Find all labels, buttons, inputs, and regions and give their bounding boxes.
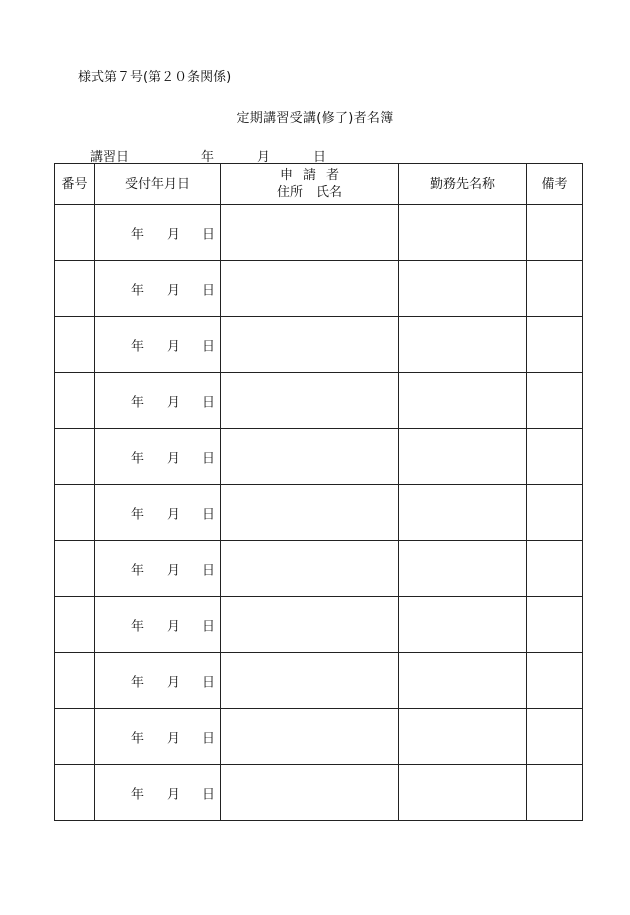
- remarks-cell[interactable]: [527, 261, 583, 317]
- form-title: 定期講習受講(修了)者名簿: [236, 111, 394, 126]
- table-row: [55, 373, 583, 429]
- lecture-date-month-label: 月: [257, 150, 271, 165]
- table-row: [55, 205, 583, 261]
- table-header-row: [55, 164, 583, 205]
- reception-date-cell[interactable]: [95, 541, 221, 597]
- workplace-cell[interactable]: [399, 597, 527, 653]
- date-year-label: 年: [131, 563, 145, 578]
- workplace-cell[interactable]: [399, 709, 527, 765]
- column-header-remarks: 備考: [527, 164, 583, 205]
- workplace-cell[interactable]: [399, 485, 527, 541]
- applicant-cell[interactable]: [221, 317, 399, 373]
- applicant-cell[interactable]: [221, 709, 399, 765]
- date-year-label: 年: [131, 787, 145, 802]
- reception-date-cell[interactable]: [95, 597, 221, 653]
- date-day-label: 日: [202, 619, 216, 634]
- reception-date-cell[interactable]: [95, 373, 221, 429]
- table-row: [55, 541, 583, 597]
- date-month-label: 月: [167, 507, 181, 522]
- lecture-date-day-label: 日: [313, 150, 327, 165]
- date-month-label: 月: [167, 675, 181, 690]
- date-day-label: 日: [202, 227, 216, 242]
- workplace-cell[interactable]: [399, 317, 527, 373]
- lecture-date-year-label: 年: [201, 150, 215, 165]
- applicant-cell[interactable]: [221, 765, 399, 821]
- date-year-label: 年: [131, 731, 145, 746]
- number-cell[interactable]: [55, 205, 95, 261]
- number-cell[interactable]: [55, 597, 95, 653]
- lecture-date-line: [90, 146, 350, 164]
- number-cell[interactable]: [55, 373, 95, 429]
- column-header-workplace: 勤務先名称: [399, 164, 527, 205]
- date-month-label: 月: [167, 339, 181, 354]
- applicant-header-line1: 申請者: [279, 168, 349, 183]
- date-day-label: 日: [202, 675, 216, 690]
- date-day-label: 日: [202, 283, 216, 298]
- date-year-label: 年: [131, 283, 145, 298]
- table-row: [55, 317, 583, 373]
- date-year-label: 年: [131, 507, 145, 522]
- table-row: [55, 597, 583, 653]
- remarks-cell[interactable]: [527, 709, 583, 765]
- applicant-cell[interactable]: [221, 261, 399, 317]
- number-cell[interactable]: [55, 765, 95, 821]
- reception-date-cell[interactable]: [95, 765, 221, 821]
- remarks-cell[interactable]: [527, 373, 583, 429]
- table-row: [55, 429, 583, 485]
- number-cell[interactable]: [55, 541, 95, 597]
- remarks-cell[interactable]: [527, 597, 583, 653]
- date-month-label: 月: [167, 227, 181, 242]
- reception-date-cell[interactable]: [95, 261, 221, 317]
- date-day-label: 日: [202, 395, 216, 410]
- applicant-cell[interactable]: [221, 205, 399, 261]
- remarks-cell[interactable]: [527, 205, 583, 261]
- table-row: [55, 261, 583, 317]
- date-day-label: 日: [202, 451, 216, 466]
- number-cell[interactable]: [55, 261, 95, 317]
- date-year-label: 年: [131, 619, 145, 634]
- number-cell[interactable]: [55, 709, 95, 765]
- reception-date-cell[interactable]: [95, 429, 221, 485]
- date-year-label: 年: [131, 395, 145, 410]
- date-day-label: 日: [202, 339, 216, 354]
- date-year-label: 年: [131, 451, 145, 466]
- table-row: [55, 709, 583, 765]
- date-month-label: 月: [167, 395, 181, 410]
- reception-date-cell[interactable]: [95, 205, 221, 261]
- column-header-applicant: [221, 164, 399, 205]
- date-year-label: 年: [131, 339, 145, 354]
- applicant-cell[interactable]: [221, 597, 399, 653]
- date-year-label: 年: [131, 227, 145, 242]
- date-month-label: 月: [167, 619, 181, 634]
- date-month-label: 月: [167, 731, 181, 746]
- reception-date-cell[interactable]: [95, 317, 221, 373]
- date-day-label: 日: [202, 563, 216, 578]
- lecture-date-label: 講習日: [90, 150, 130, 165]
- column-header-reception-date: 受付年月日: [95, 164, 221, 205]
- date-month-label: 月: [167, 787, 181, 802]
- form-number: 様式第７号(第２０条関係): [78, 70, 232, 85]
- table-row: [55, 653, 583, 709]
- workplace-cell[interactable]: [399, 429, 527, 485]
- workplace-cell[interactable]: [399, 373, 527, 429]
- attendee-register-table: [54, 163, 583, 821]
- reception-date-cell[interactable]: [95, 485, 221, 541]
- date-month-label: 月: [167, 283, 181, 298]
- remarks-cell[interactable]: [527, 317, 583, 373]
- remarks-cell[interactable]: [527, 429, 583, 485]
- applicant-cell[interactable]: [221, 373, 399, 429]
- remarks-cell[interactable]: [527, 653, 583, 709]
- workplace-cell[interactable]: [399, 205, 527, 261]
- applicant-header-line2: 住所 氏名: [276, 185, 342, 200]
- table-body: [55, 205, 583, 821]
- workplace-cell[interactable]: [399, 765, 527, 821]
- number-cell[interactable]: [55, 317, 95, 373]
- date-day-label: 日: [202, 787, 216, 802]
- remarks-cell[interactable]: [527, 541, 583, 597]
- date-month-label: 月: [167, 563, 181, 578]
- reception-date-cell[interactable]: [95, 653, 221, 709]
- remarks-cell[interactable]: [527, 765, 583, 821]
- applicant-cell[interactable]: [221, 485, 399, 541]
- date-month-label: 月: [167, 451, 181, 466]
- workplace-cell[interactable]: [399, 541, 527, 597]
- workplace-cell[interactable]: [399, 261, 527, 317]
- reception-date-cell[interactable]: [95, 709, 221, 765]
- column-header-number: 番号: [55, 164, 95, 205]
- applicant-cell[interactable]: [221, 541, 399, 597]
- remarks-cell[interactable]: [527, 485, 583, 541]
- table-row: [55, 485, 583, 541]
- date-day-label: 日: [202, 507, 216, 522]
- number-cell[interactable]: [55, 429, 95, 485]
- workplace-cell[interactable]: [399, 653, 527, 709]
- table-row: [55, 765, 583, 821]
- applicant-cell[interactable]: [221, 429, 399, 485]
- applicant-cell[interactable]: [221, 653, 399, 709]
- number-cell[interactable]: [55, 485, 95, 541]
- number-cell[interactable]: [55, 653, 95, 709]
- date-year-label: 年: [131, 675, 145, 690]
- date-day-label: 日: [202, 731, 216, 746]
